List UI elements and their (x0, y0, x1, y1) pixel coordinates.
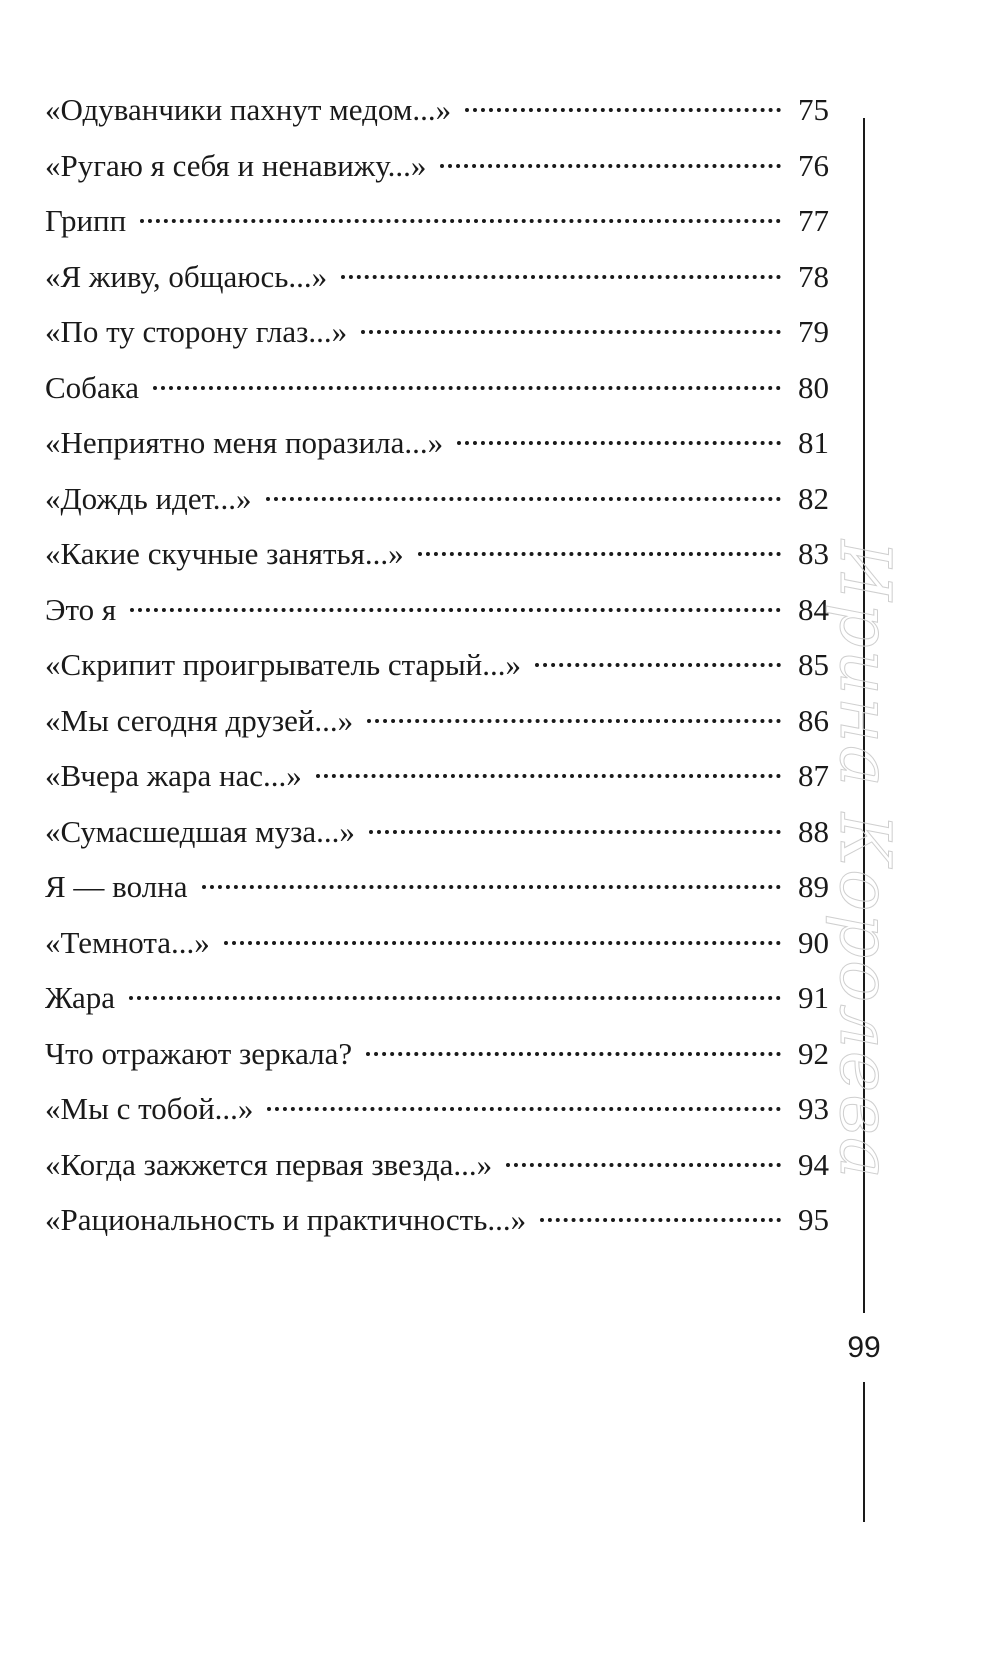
toc-entry-title: «Одуванчики пахнут медом...» (45, 92, 452, 127)
dot-leader (129, 996, 781, 1000)
toc-entry (45, 637, 829, 693)
dot-leader (457, 441, 781, 445)
toc-entry-page: 76 (798, 147, 829, 183)
toc-entry (45, 1081, 829, 1137)
toc-entry-page: 87 (798, 758, 829, 793)
toc-entry (45, 970, 829, 1026)
dot-leader (153, 386, 781, 390)
toc-entry-title: Жара (45, 980, 116, 1015)
toc-entry (45, 693, 829, 749)
toc-entry-title: Это я (45, 591, 117, 627)
toc-entry-page: 88 (798, 813, 829, 849)
table-of-contents (45, 82, 829, 1248)
toc-entry-title: «Ругаю я себя и ненавижу...» (45, 147, 427, 183)
toc-entry-page: 93 (798, 1091, 829, 1126)
toc-entry-title: «Темнота...» (45, 924, 210, 960)
toc-entry (45, 138, 829, 194)
dot-leader (440, 164, 781, 168)
toc-entry-page: 80 (798, 369, 829, 405)
toc-entry-title: Что отражают зеркала? (45, 1035, 353, 1071)
dot-leader (267, 1107, 781, 1111)
toc-entry-page: 81 (798, 425, 829, 460)
toc-entry-title: «Мы сегодня друзей...» (45, 702, 354, 738)
toc-entry-page: 83 (798, 536, 829, 571)
toc-entry-page: 82 (798, 480, 829, 516)
dot-leader (369, 830, 781, 834)
toc-entry-page: 86 (798, 702, 829, 738)
toc-entry (45, 360, 829, 416)
toc-entry (45, 193, 829, 249)
page-number: 99 (847, 1331, 881, 1364)
toc-entry-title: «Мы с тобой...» (45, 1091, 254, 1126)
toc-entry (45, 1137, 829, 1193)
vertical-rule-bottom (863, 1382, 865, 1522)
dot-leader (366, 1052, 781, 1056)
dot-leader (367, 719, 781, 723)
dot-leader (506, 1163, 781, 1167)
dot-leader (224, 941, 781, 945)
toc-entry-title: «Дождь идет...» (45, 480, 252, 516)
dot-leader (535, 663, 781, 667)
dot-leader (316, 774, 781, 778)
toc-entry (45, 415, 829, 471)
toc-entry (45, 304, 829, 360)
toc-entry (45, 82, 829, 138)
toc-entry (45, 582, 829, 638)
toc-entry-page: 90 (798, 924, 829, 960)
toc-entry (45, 526, 829, 582)
toc-entry (45, 748, 829, 804)
toc-entry-title: Я — волна (45, 869, 188, 904)
dot-leader (418, 552, 781, 556)
toc-entry (45, 804, 829, 860)
dot-leader (202, 885, 781, 889)
toc-entry-page: 78 (798, 258, 829, 294)
toc-entry (45, 859, 829, 915)
dot-leader (130, 608, 781, 612)
toc-entry (45, 1192, 829, 1248)
toc-entry-page: 89 (798, 869, 829, 904)
dot-leader (540, 1218, 781, 1222)
author-watermark-text: Ирина Королева (824, 540, 906, 1181)
toc-entry-page: 91 (798, 980, 829, 1015)
dot-leader (266, 497, 781, 501)
toc-entry-title: «Когда зажжется первая звезда...» (45, 1146, 493, 1182)
toc-entry-page: 94 (798, 1146, 829, 1182)
toc-entry-page: 79 (798, 314, 829, 349)
toc-entry-page: 85 (798, 647, 829, 682)
toc-entry (45, 915, 829, 971)
toc-entry-page: 75 (798, 92, 829, 127)
toc-entry-title: Собака (45, 369, 140, 405)
toc-entry (45, 1026, 829, 1082)
dot-leader (465, 108, 781, 112)
toc-entry-title: «Неприятно меня поразила...» (45, 425, 444, 460)
toc-entry-page: 95 (798, 1202, 829, 1237)
toc-entry (45, 249, 829, 305)
dot-leader (140, 219, 781, 223)
toc-entry-title: «Сумасшедшая муза...» (45, 813, 355, 849)
toc-entry (45, 471, 829, 527)
toc-entry-page: 84 (798, 591, 829, 627)
dot-leader (361, 330, 781, 334)
toc-entry-title: «Я живу, общаюсь...» (45, 258, 328, 294)
toc-entry-page: 77 (798, 203, 829, 238)
dot-leader (341, 275, 781, 279)
toc-entry-page: 92 (798, 1035, 829, 1071)
toc-entry-title: «Рациональность и практичность...» (45, 1202, 527, 1237)
toc-entry-title: Грипп (45, 203, 127, 238)
toc-entry-title: «Какие скучные занятья...» (45, 536, 404, 571)
toc-entry-title: «Скрипит проигрыватель старый...» (45, 647, 521, 682)
toc-entry-title: «Вчера жара нас...» (45, 758, 302, 793)
toc-entry-title: «По ту сторону глаз...» (45, 314, 348, 349)
